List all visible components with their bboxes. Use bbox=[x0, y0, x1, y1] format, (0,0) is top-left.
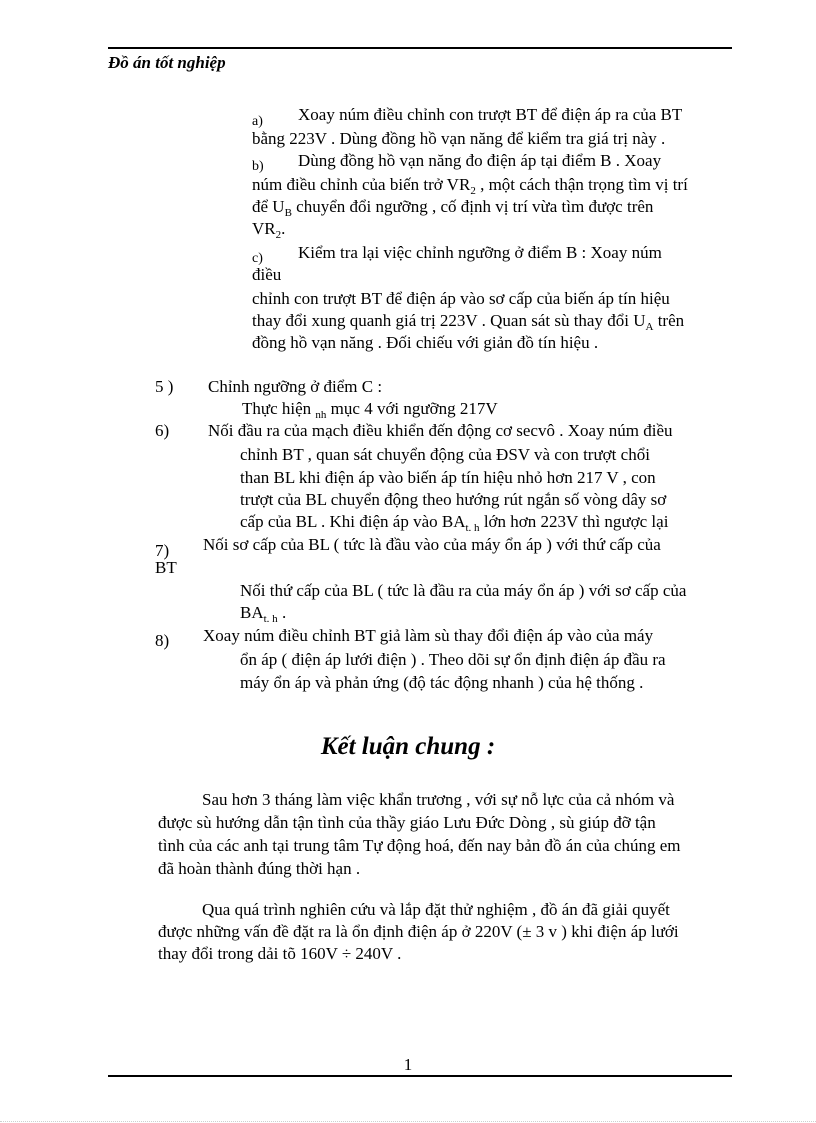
step-c-line: chỉnh con trượt BT để điện áp vào sơ cấp của biến áp tín hiệu bbox=[252, 289, 670, 308]
step-b-label: b) bbox=[252, 159, 264, 174]
step-c-line: điều bbox=[252, 265, 282, 284]
item-6-line bbox=[240, 511, 668, 533]
page-number: 1 bbox=[403, 1055, 413, 1074]
page-edge-divider bbox=[0, 1121, 816, 1122]
subscript: t. h bbox=[263, 613, 278, 625]
item-6-line: than BL khi điện áp vào biến áp tín hiệu nhỏ hơn 217 V , con bbox=[240, 468, 656, 487]
subscript: nh bbox=[315, 409, 327, 421]
subscript: t. h bbox=[465, 522, 480, 534]
step-a-line: bằng 223V . Dùng đồng hồ vạn năng để kiểm tra giá trị này . bbox=[252, 129, 666, 148]
item-7-label: 7) bbox=[155, 541, 170, 560]
conclusion-p1-line: được sù hướng dẫn tận tình của thầy giáo Lưu Đức Dòng , sù giúp đỡ tận bbox=[158, 813, 656, 832]
text: để U bbox=[252, 197, 285, 216]
step-c-line: đồng hồ vạn năng . Đối chiếu với giản đồ tín hiệu . bbox=[252, 333, 599, 352]
item-8-line: máy ổn áp và phản ứng (độ tác động nhanh ) của hệ thống . bbox=[240, 673, 644, 692]
item-7-line: Nối thứ cấp của BL ( tức là đầu ra của máy ổn áp ) với sơ cấp của bbox=[240, 581, 687, 600]
step-a-line: Xoay núm điều chỉnh con trượt BT để điện áp ra của BT bbox=[298, 105, 683, 124]
conclusion-p1-line: đã hoàn thành đúng thời hạn . bbox=[158, 859, 361, 878]
item-5-text: Chỉnh ngưỡng ở điểm C : bbox=[208, 377, 383, 396]
item-8-line: Xoay núm điều chỉnh BT giả làm sù thay đổi điện áp vào của máy bbox=[203, 626, 654, 645]
subscript: A bbox=[645, 321, 654, 333]
step-b-line bbox=[252, 174, 688, 196]
conclusion-p1-line: Sau hơn 3 tháng làm việc khẩn trương , với sự nỗ lực của cả nhóm và bbox=[202, 790, 675, 809]
step-a-label: a) bbox=[252, 114, 263, 129]
conclusion-p1-line: tình của các anh tại trung tâm Tự động hoá, đến nay bản đồ án của chúng em bbox=[158, 836, 681, 855]
conclusion-heading: Kết luận chung : bbox=[320, 733, 496, 760]
subscript: 2 bbox=[470, 185, 476, 197]
step-c-label: c) bbox=[252, 251, 263, 266]
step-b-line bbox=[252, 196, 653, 218]
footer-rule bbox=[108, 1075, 732, 1077]
text: cấp của BL . Khi điện áp vào BA bbox=[240, 512, 466, 531]
item-8-line: ổn áp ( điện áp lưới điện ) . Theo dõi sự ổn định điện áp đầu ra bbox=[240, 650, 666, 669]
step-c-line bbox=[252, 310, 684, 332]
item-5-subline bbox=[242, 398, 498, 420]
item-5-label: 5 ) bbox=[155, 377, 174, 396]
page-header-title: Đồ án tốt nghiệp bbox=[108, 53, 226, 72]
subscript: 2 bbox=[275, 229, 282, 241]
item-6-line: chỉnh BT , quan sát chuyển động của ĐSV và con trượt chổi bbox=[240, 445, 650, 464]
text: thay đổi xung quanh giá trị 223V . Quan sát sù thay đổi U bbox=[252, 311, 646, 330]
text: Thực hiện bbox=[242, 399, 316, 418]
item-6-label: 6) bbox=[155, 421, 170, 440]
text: mục 4 với ngưỡng 217V bbox=[326, 399, 498, 418]
conclusion-p2-line: được những vấn đề đặt ra là ổn định điện áp ở 220V (± 3 v ) khi điện áp lưới bbox=[158, 922, 679, 941]
text: . bbox=[277, 603, 287, 622]
text: núm điều chỉnh của biến trở VR bbox=[252, 175, 471, 194]
conclusion-p2-line: thay đổi trong dải tõ 160V ÷ 240V . bbox=[158, 944, 402, 963]
item-8-label: 8) bbox=[155, 631, 170, 650]
text: trên bbox=[653, 311, 685, 330]
text: . bbox=[281, 219, 286, 238]
step-b-line bbox=[252, 218, 285, 240]
conclusion-p2-line: Qua quá trình nghiên cứu và lắp đặt thử nghiệm , đồ án đã giải quyết bbox=[202, 900, 670, 919]
header-rule bbox=[108, 47, 732, 49]
text: , một cách thận trọng tìm vị trí bbox=[475, 175, 688, 194]
step-b-line: Dùng đồng hồ vạn năng đo điện áp tại điểm B . Xoay bbox=[298, 151, 662, 170]
item-6-line: trượt của BL chuyển động theo hướng rút ngắn số vòng dây sơ bbox=[240, 490, 667, 509]
text: VR bbox=[252, 219, 276, 238]
subscript: B bbox=[284, 207, 292, 219]
item-7-line bbox=[240, 602, 286, 624]
item-6-line: Nối đầu ra của mạch điều khiển đến động cơ secvô . Xoay núm điều bbox=[208, 421, 673, 440]
text: BA bbox=[240, 603, 264, 622]
text: lớn hơn 223V thì ngược lại bbox=[479, 512, 669, 531]
step-c-line: Kiểm tra lại việc chỉnh ngưỡng ở điểm B : Xoay núm bbox=[298, 243, 662, 262]
item-7-line: BT bbox=[155, 558, 177, 577]
item-7-line: Nối sơ cấp của BL ( tức là đầu vào của máy ổn áp ) với thứ cấp của bbox=[203, 535, 661, 554]
text: chuyển đổi ngưỡng , cố định vị trí vừa tìm được trên bbox=[291, 197, 654, 216]
